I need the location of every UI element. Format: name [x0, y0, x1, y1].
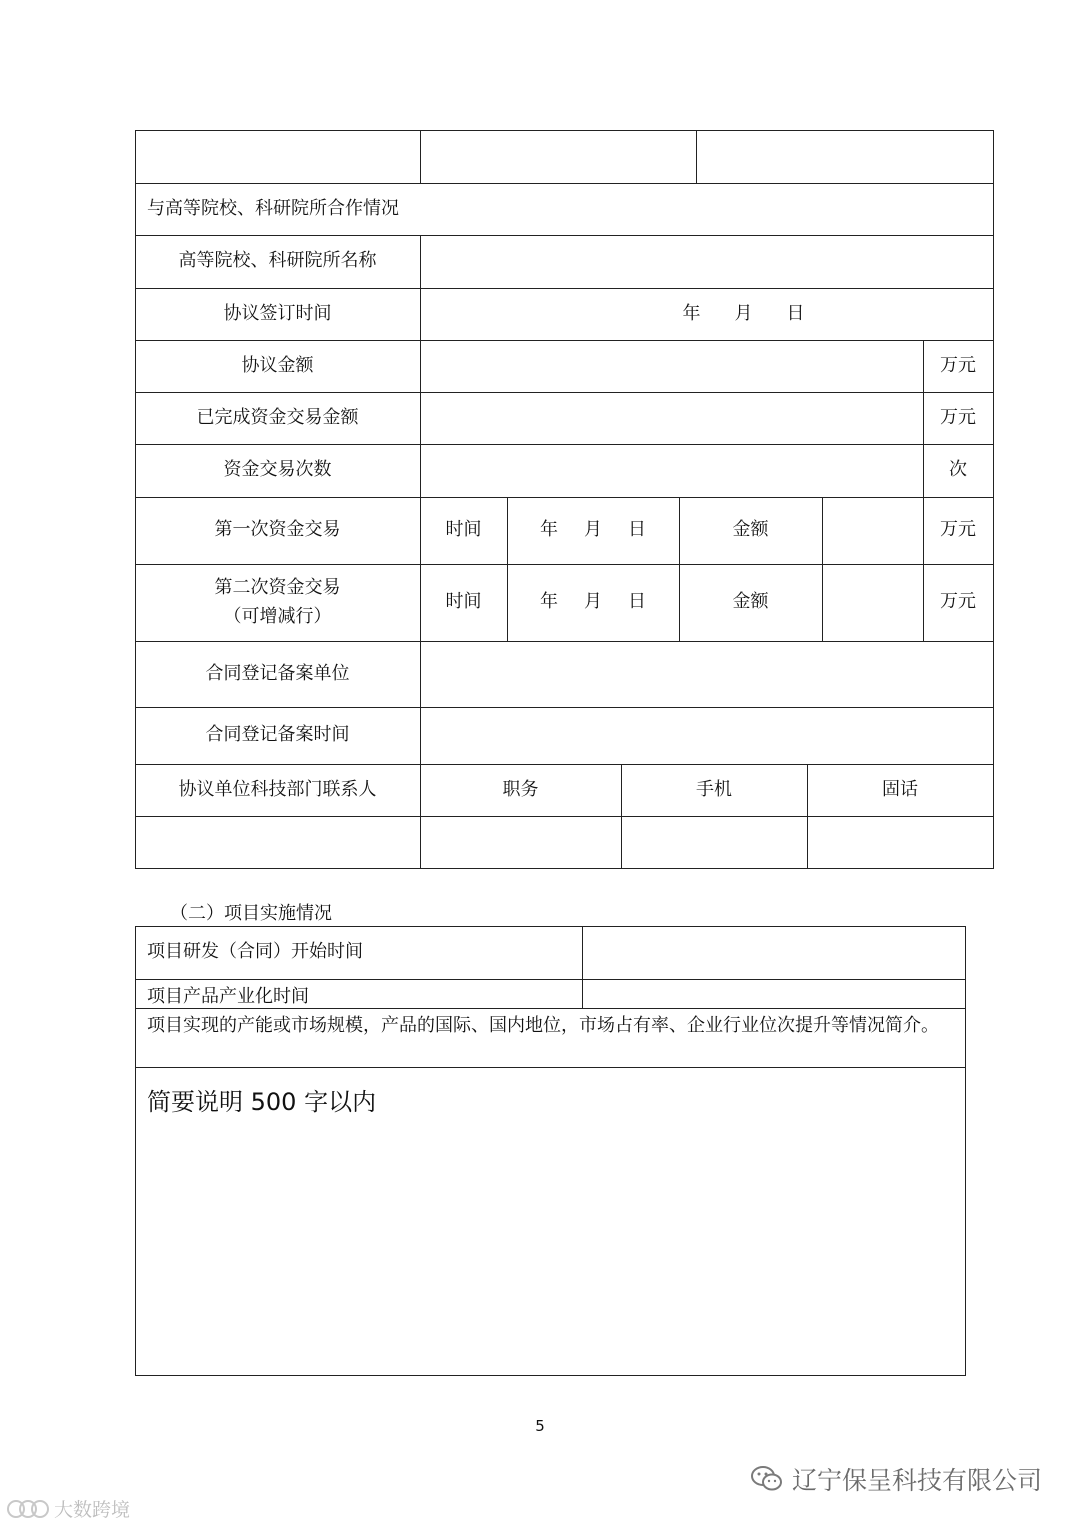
description-prompt: 项目实现的产能或市场规模，产品的国际、国内地位，市场占有率、企业行业位次提升等情况简介。: [147, 1015, 939, 1036]
day-label: 日: [786, 302, 805, 324]
registration-time-field[interactable]: [420, 707, 993, 764]
transaction-count-label: 资金交易次数: [223, 459, 332, 481]
month-label: 月: [584, 591, 602, 613]
description-textarea[interactable]: [136, 1068, 965, 1374]
page-number: 5: [535, 1417, 545, 1435]
contact-mobile-field[interactable]: [621, 816, 807, 868]
agreement-amount-field[interactable]: [420, 340, 923, 392]
institution-name-field[interactable]: [420, 235, 993, 288]
contact-position-field[interactable]: [420, 816, 621, 868]
second-transaction-label-line2: （可增减行）: [223, 605, 332, 627]
industrialization-time-field[interactable]: [582, 979, 965, 1008]
second-transaction-label: [135, 564, 420, 641]
agreement-amount-unit: 万元: [940, 354, 976, 376]
completed-amount-label: 已完成资金交易金额: [196, 406, 359, 428]
start-time-field[interactable]: [582, 926, 965, 979]
first-transaction-time-label: 时间: [445, 519, 482, 541]
sign-date-label: 协议签订时间: [223, 302, 332, 324]
sign-date-field[interactable]: [420, 288, 993, 340]
year-label: 年: [540, 519, 558, 541]
contact-name-field[interactable]: [135, 816, 420, 868]
wechat-icon: [750, 1465, 784, 1493]
industrialization-time-label: 项目产品产业化时间: [147, 985, 309, 1007]
second-transaction-amount-label: 金额: [732, 591, 769, 613]
second-transaction-label-line1: 第二次资金交易: [214, 577, 341, 598]
month-label: 月: [584, 519, 602, 541]
registration-time-label: 合同登记备案时间: [205, 724, 350, 746]
brand-logo-icon: [6, 1498, 50, 1520]
registration-unit-field[interactable]: [420, 641, 993, 707]
brand-watermark-text: 大数跨境: [54, 1499, 131, 1521]
transaction-count-unit: 次: [949, 459, 967, 481]
contact-label: 协议单位科技部门联系人: [178, 778, 377, 800]
first-transaction-unit: 万元: [940, 519, 976, 541]
month-label: 月: [734, 302, 753, 324]
year-label: 年: [540, 591, 558, 613]
contact-mobile-header: 手机: [696, 778, 732, 800]
first-transaction-date-field[interactable]: [507, 497, 679, 564]
transaction-count-field[interactable]: [420, 444, 923, 497]
day-label: 日: [628, 519, 646, 541]
company-watermark: [750, 1461, 1042, 1497]
agreement-amount-label: 协议金额: [241, 354, 314, 376]
start-time-label: 项目研发（合同）开始时间: [147, 941, 363, 963]
first-transaction-amount-field[interactable]: [822, 497, 923, 564]
contact-landline-field[interactable]: [807, 816, 993, 868]
contact-position-header: 职务: [502, 778, 539, 800]
second-transaction-date-field[interactable]: [507, 564, 679, 641]
institution-name-label: 高等院校、科研院所名称: [178, 250, 377, 272]
second-transaction-amount-field[interactable]: [822, 564, 923, 641]
second-transaction-time-label: 时间: [445, 591, 482, 613]
cooperation-section-header: 与高等院校、科研院所合作情况: [147, 197, 399, 219]
contact-landline-header: 固话: [882, 778, 918, 800]
year-label: 年: [682, 302, 701, 324]
brand-watermark: [6, 1495, 130, 1522]
company-watermark-text: 辽宁保呈科技有限公司: [791, 1466, 1042, 1495]
completed-amount-field[interactable]: [420, 392, 923, 444]
section2-title: （二）项目实施情况: [170, 903, 332, 924]
day-label: 日: [628, 591, 646, 613]
first-transaction-amount-label: 金额: [732, 519, 769, 541]
second-transaction-unit: 万元: [940, 591, 976, 613]
registration-unit-label: 合同登记备案单位: [205, 662, 350, 684]
completed-amount-unit: 万元: [940, 406, 976, 428]
first-transaction-label: 第一次资金交易: [214, 519, 341, 541]
description-placeholder: 简要说明 500 字以内: [147, 1088, 377, 1116]
